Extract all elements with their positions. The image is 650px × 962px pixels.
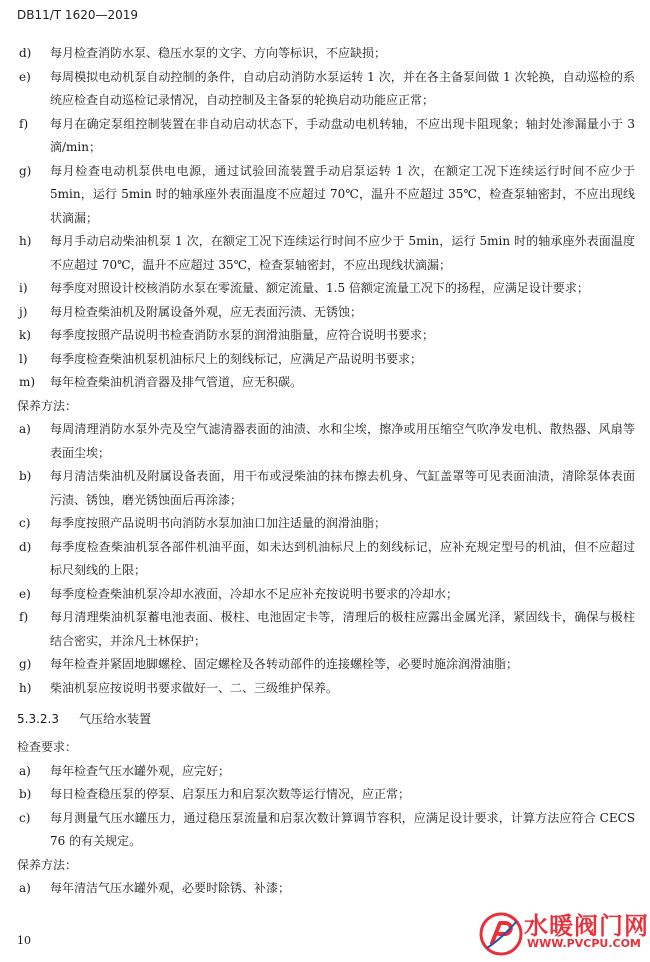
list-item-marker: b) (19, 787, 32, 801)
list-item-marker: e) (19, 69, 31, 84)
list-item-text: 柴油机泵应按说明书要求做好一、二、三级维护保养。 (50, 680, 339, 695)
list-item (17, 512, 635, 536)
list-item (17, 465, 635, 512)
document-code-header: DB11/T 1620—2019 (17, 8, 139, 22)
list-item-marker: c) (19, 810, 31, 825)
list-item (17, 371, 635, 395)
list-item-text: 每年检查并紧固地脚螺栓、固定螺栓及各转动部件的连接螺栓等，必要时施涂润滑油脂； (50, 657, 519, 671)
list-item-text: 每年检查气压水罐外观，应完好； (50, 763, 231, 778)
maintenance-list (17, 418, 635, 700)
watermark-brand: 水暖阀门网 (524, 912, 649, 940)
inspection-list-continued (17, 42, 635, 395)
list-item (17, 536, 635, 583)
list-item (17, 324, 635, 348)
list-item-marker: f) (19, 610, 29, 624)
list-item-text: 每月测量气压水罐压力，通过稳压泵流量和启泵次数计算调节容积，应满足设计要求，计算方法应符合 CECS 76 的有关规定。 (50, 810, 635, 848)
list-item-text: 每周模拟电动机泵自动控制的条件，自动启动消防水泵运转 1 次，并在各主备泵间做 1 次轮换，自动巡检的系统应检查自动巡检记录情况，自动控制及主备泵的轮换启动功能应正常； (50, 69, 635, 107)
list-item-text: 每月清洁柴油机及附属设备表面，用干布或浸柴油的抹布擦去机身、气缸盖罩等可见表面油渍，清除泵体表面污渍、锈蚀，磨光锈蚀面后再涂漆； (50, 469, 635, 507)
pressure-tank-inspection-list (17, 760, 635, 854)
list-item (17, 606, 635, 653)
list-item-marker: i) (19, 281, 28, 295)
list-item-text: 每月清理柴油机泵蓄电池表面、极柱、电池固定卡等，清理后的极柱应露出金属光泽，紧固线卡，确保与极柱结合密实，并涂凡士林保护； (50, 610, 635, 648)
list-item-marker: h) (19, 680, 32, 695)
list-item-text: 每周清理消防水泵外壳及空气滤清器表面的油渍、水和尘埃，擦净或用压缩空气吹净发电机、散热器、风扇等表面尘埃； (50, 422, 635, 460)
list-item-text: 每月检查电动机泵供电电源，通过试验回流装置手动启泵运转 1 次，在额定工况下连续运行时间不应少于 5min，运行 5min 时的轴承座外表面温度不应超过 70℃，温升不应超过 35℃，检查泵轴密封，不应出现线状滴漏； (50, 163, 635, 225)
list-item-text: 每季度对照设计校核消防水泵在零流量、额定流量、1.5 倍额定流量工况下的扬程，应满足设计要求； (50, 281, 589, 295)
inspection-requirements-heading: 检查要求： (17, 740, 78, 754)
page-number: 10 (17, 934, 31, 947)
list-item-marker: d) (19, 46, 32, 60)
list-item-marker: a) (19, 763, 31, 778)
list-item-text: 每月检查消防水泵、稳压水泵的文字、方向等标识，不应缺损； (50, 46, 387, 60)
list-item-text: 每月检查柴油机及附属设备外观，应无表面污渍、无锈蚀； (50, 304, 363, 319)
list-item-text: 每日检查稳压泵的停泵、启泵压力和启泵次数等运行情况，应正常； (50, 787, 411, 801)
list-item (17, 583, 635, 607)
list-item-marker: c) (19, 516, 31, 530)
list-item (17, 113, 635, 160)
list-item-marker: b) (19, 469, 32, 483)
list-item-text: 每季度检查柴油机泵机油标尺上的刻线标记，应满足产品说明书要求； (50, 351, 423, 366)
pressure-tank-maintenance-list (17, 877, 635, 901)
list-item-marker: f) (19, 116, 29, 131)
list-item-text: 每年检查柴油机消音器及排气管道，应无积碳。 (50, 375, 303, 389)
list-item (17, 677, 635, 701)
list-item-text: 每季度检查柴油机泵冷却水液面，冷却水不足应补充按说明书要求的冷却水； (50, 586, 459, 601)
list-item (17, 783, 635, 807)
section-heading (17, 704, 635, 734)
list-item-marker: k) (19, 328, 31, 342)
list-item (17, 66, 635, 113)
list-item (17, 160, 635, 231)
list-item-text: 每季度按照产品说明书检查消防水泵的润滑油脂量，应符合说明书要求； (50, 328, 435, 342)
maintenance-method-heading-2: 保养方法： (17, 857, 78, 872)
list-item-marker: h) (19, 234, 32, 248)
list-item-text: 每月在确定泵组控制装置在非自动启动状态下，手动盘动电机转轴，不应出现卡阻现象；轴封处渗漏量小于 3 滴/min； (50, 116, 635, 154)
list-item-marker: a) (19, 422, 31, 436)
list-item-text: 每季度检查柴油机泵各部件机油平面，如未达到机油标尺上的刻线标记，应补充规定型号的机油，但不应超过标尺刻线的上限； (50, 539, 635, 577)
list-item-text: 每季度按照产品说明书向消防水泵加油口加注适量的润滑油脂； (50, 516, 387, 530)
list-item-text: 每月手动启动柴油机泵 1 次，在额定工况下连续运行时间不应少于 5min，运行 5min 时的轴承座外表面温度不应超过 70℃，温升不应超过 35℃，检查泵轴密封，不应出现线状滴漏； (50, 234, 635, 272)
list-item-marker: e) (19, 586, 31, 601)
list-item (17, 348, 635, 372)
list-item (17, 760, 635, 784)
list-item-marker: g) (19, 163, 32, 178)
list-item (17, 301, 635, 325)
list-item (17, 653, 635, 677)
list-item (17, 877, 635, 901)
list-item (17, 807, 635, 854)
section-title: 气压给水装置 (79, 712, 152, 726)
list-item-marker: d) (19, 539, 32, 554)
maintenance-method-heading: 保养方法： (17, 398, 78, 413)
list-item (17, 42, 635, 66)
page-content (17, 42, 635, 901)
list-item-marker: j) (19, 304, 28, 319)
list-item-marker: m) (19, 375, 36, 389)
watermark-logo-icon (479, 912, 523, 956)
list-item (17, 418, 635, 465)
list-item (17, 230, 635, 277)
list-item (17, 277, 635, 301)
list-item-marker: a) (19, 881, 31, 895)
watermark-url: WWW.PVCPU.COM (527, 937, 641, 950)
list-item-text: 每年清洁气压水罐外观，必要时除锈、补漆； (50, 881, 291, 895)
list-item-marker: g) (19, 657, 32, 671)
section-number: 5.3.2.3 (17, 712, 59, 726)
list-item-marker: l) (19, 351, 28, 366)
